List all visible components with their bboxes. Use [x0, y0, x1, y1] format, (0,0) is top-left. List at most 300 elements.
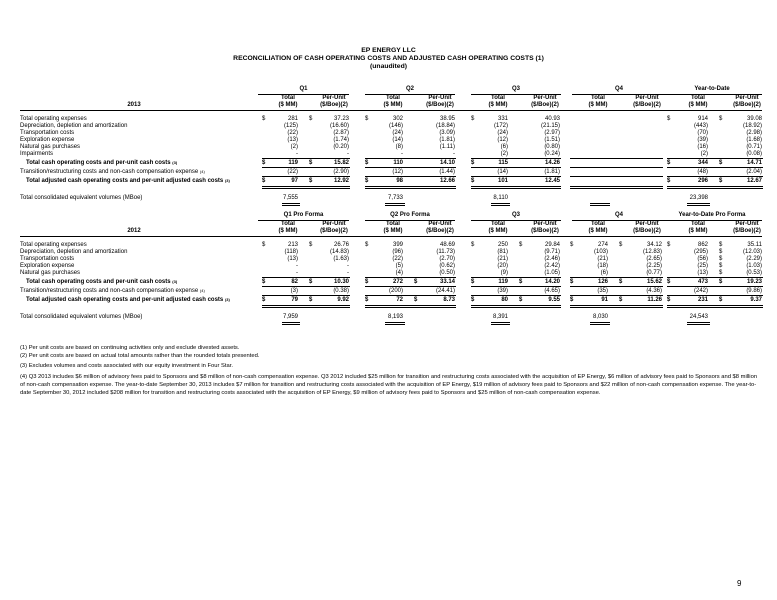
- period-header: Q1 Pro Forma: [283, 212, 324, 218]
- total-value: (24): [497, 130, 508, 136]
- total-value: (3): [290, 288, 298, 294]
- per-unit-value: (1.11): [439, 144, 455, 150]
- dollar-sign: $: [262, 160, 266, 166]
- per-unit-value: (2.25): [646, 263, 662, 269]
- total-double-rule: [570, 305, 663, 308]
- year-label: 2012: [127, 228, 141, 234]
- total-value: (2): [290, 144, 298, 150]
- total-value: 344: [697, 160, 708, 166]
- subtotal-rule: [570, 277, 663, 278]
- total-value: (125): [283, 123, 298, 129]
- total-value: (20): [497, 263, 508, 269]
- total-double-rule: [262, 305, 350, 308]
- total-value: 115: [498, 160, 508, 166]
- per-unit-value: (0.71): [746, 144, 762, 150]
- total-value: (6): [500, 144, 508, 150]
- col-total-unit: ($ MM): [488, 228, 508, 234]
- total-value: 126: [597, 279, 608, 285]
- total-double-rule: [365, 305, 456, 308]
- col-total-unit: ($ MM): [688, 102, 708, 108]
- footnote-ref: (3): [172, 160, 178, 165]
- total-value: (81): [497, 249, 508, 255]
- subtotal-rule: [570, 167, 663, 168]
- total-double-rule: [570, 186, 663, 189]
- row-label: Transition/restructuring costs and non-cash compensation expense $^{(4)}$: [20, 288, 205, 294]
- col-total-unit: ($ MM): [278, 102, 298, 108]
- per-unit-value: 35.11: [747, 242, 762, 248]
- dollar-sign: $: [667, 178, 671, 184]
- total-value: (295): [693, 249, 708, 255]
- period-header: Year-to-Date Pro Forma: [678, 212, 746, 218]
- col-perunit-unit: ($/Boe)(2): [320, 102, 348, 108]
- row-label: Total cash operating costs and per-unit cash costs $^{(3)}$: [26, 279, 178, 285]
- volume-double-rule: [282, 203, 300, 206]
- per-unit-value: (9.86): [746, 288, 762, 294]
- volume-double-rule: [491, 322, 510, 325]
- per-unit-value: (16.60): [329, 123, 349, 129]
- per-unit-value: 19.23: [746, 279, 762, 285]
- report-subtitle: (unaudited): [370, 63, 407, 70]
- header-rule: [20, 236, 762, 237]
- col-total-header: Total: [691, 95, 705, 101]
- col-perunit-header: Per-Unit: [533, 221, 557, 227]
- footnote: (1) Per unit costs are based on continuing activities only and exclude divested assets.: [20, 345, 240, 351]
- total-value: 213: [287, 242, 298, 248]
- total-value: (8): [395, 144, 403, 150]
- per-unit-value: (9.71): [544, 249, 560, 255]
- col-total-header: Total: [281, 95, 295, 101]
- per-unit-value: (2.70): [439, 256, 455, 262]
- col-perunit-header: Per-Unit: [635, 95, 659, 101]
- subtotal-rule: [262, 286, 350, 287]
- subtotal-rule: [667, 295, 763, 296]
- volume-value: 8,110: [493, 195, 508, 201]
- per-unit-value: 9.37: [750, 297, 762, 303]
- total-value: 914: [697, 116, 708, 122]
- subtotal-rule: [667, 176, 763, 177]
- row-label: Transition/restructuring costs and non-cash compensation expense $^{(4)}$: [20, 169, 205, 175]
- footnote: (4) Q3 2013 includes $6 million of advisory fees paid to Sponsors and $8 million of non-cash compensation expense. Q3 2012 included $25 million for transition and restructuring costs associated with the acquisition of EP Energy, $6 million of advisory fees paid to Sponsors and $8 million of non-cash compensation expense. The year-to-date September 30, 2013 includes $7 million for transition and restructuring costs associated with the acquisition of EP Energy, $19 million of advisory fees paid to Sponsors and $22 million of non-cash compensation expense. The year-to-date September 30, 2012 included $208 million for transition and restructuring costs associated with the acquisition of EP Energy, $9 million of advisory fees paid to Sponsors and $25 million of non-cash compensation expense.: [20, 374, 758, 396]
- dollar-sign: $: [719, 178, 723, 184]
- dollar-sign: $: [309, 297, 313, 303]
- per-unit-value: (1.44): [439, 169, 455, 175]
- total-value: (4): [395, 270, 403, 276]
- total-value: 231: [697, 297, 708, 303]
- col-total-unit: ($ MM): [588, 102, 608, 108]
- total-value: (2): [500, 151, 508, 157]
- row-label: Exploration expense: [20, 137, 75, 143]
- per-unit-value: -: [453, 151, 455, 157]
- dollar-sign: $: [719, 263, 723, 269]
- total-value: 97: [291, 178, 298, 184]
- total-value: 274: [597, 242, 608, 248]
- total-value: (18): [597, 263, 608, 269]
- dollar-sign: $: [471, 297, 475, 303]
- col-total-unit: ($ MM): [688, 228, 708, 234]
- per-unit-value: 8.73: [443, 297, 455, 303]
- row-label: Total cash operating costs and per-unit cash costs $^{(3)}$: [26, 160, 178, 166]
- dollar-sign: $: [619, 297, 623, 303]
- col-total-unit: ($ MM): [488, 102, 508, 108]
- col-perunit-unit: ($/Boe)(2): [426, 228, 454, 234]
- period-header: Q2 Pro Forma: [390, 212, 430, 218]
- total-value: 91: [601, 297, 608, 303]
- dollar-sign: $: [309, 242, 313, 248]
- col-total-header: Total: [591, 95, 605, 101]
- volume-value: 23,398: [689, 195, 708, 201]
- dollar-sign: $: [519, 279, 523, 285]
- volume-value: 8,391: [492, 314, 508, 320]
- col-total-header: Total: [281, 221, 295, 227]
- total-value: (21): [497, 256, 508, 262]
- per-unit-value: 48.69: [439, 242, 455, 248]
- subtotal-rule: [471, 286, 561, 287]
- dollar-sign: $: [667, 160, 671, 166]
- total-value: (21): [597, 256, 608, 262]
- subtotal-rule: [570, 286, 663, 287]
- total-value: 110: [393, 160, 403, 166]
- per-unit-value: 38.95: [439, 116, 455, 122]
- volume-value: 24,543: [689, 314, 708, 320]
- per-unit-value: 40.93: [544, 116, 560, 122]
- total-double-rule: [667, 186, 763, 189]
- total-value: (13): [697, 270, 708, 276]
- total-value: 98: [396, 178, 403, 184]
- total-value: (5): [395, 263, 403, 269]
- col-total-header: Total: [591, 221, 605, 227]
- total-value: (146): [388, 123, 403, 129]
- per-unit-value: 11.26: [647, 297, 662, 303]
- total-value: 79: [291, 297, 298, 303]
- total-value: 473: [697, 279, 708, 285]
- per-unit-value: (1.05): [544, 270, 560, 276]
- total-value: 331: [497, 116, 508, 122]
- col-perunit-unit: ($/Boe)(2): [426, 102, 454, 108]
- dollar-sign: $: [719, 160, 723, 166]
- per-unit-value: (0.08): [746, 151, 762, 157]
- per-unit-value: (0.77): [646, 270, 662, 276]
- per-unit-value: (2.65): [646, 256, 662, 262]
- per-unit-value: 9.92: [337, 297, 349, 303]
- per-unit-value: (24.41): [435, 288, 455, 294]
- subtotal-rule: [471, 277, 561, 278]
- per-unit-value: (1.81): [439, 137, 455, 143]
- total-value: (14): [392, 137, 403, 143]
- per-unit-value: (4.36): [646, 288, 662, 294]
- footnote: (3) Excludes volumes and costs associated with our equity investment in Four Star.: [20, 363, 233, 369]
- total-value: (22): [392, 256, 403, 262]
- dollar-sign: $: [309, 160, 313, 166]
- year-label: 2013: [127, 102, 141, 108]
- company-name: EP ENERGY LLC: [361, 47, 416, 54]
- footnote-ref: (3): [224, 297, 230, 302]
- total-value: (6): [600, 270, 608, 276]
- per-unit-value: (2.29): [746, 256, 762, 262]
- per-unit-value: 14.26: [544, 160, 560, 166]
- subtotal-rule: [570, 176, 663, 177]
- per-unit-value: (1.51): [544, 137, 560, 143]
- subtotal-rule: [365, 158, 456, 159]
- volume-value: 7,959: [282, 314, 298, 320]
- period-header: Q4: [614, 212, 623, 218]
- per-unit-value: 39.08: [746, 116, 762, 122]
- col-total-unit: ($ MM): [588, 228, 608, 234]
- total-value: (172): [493, 123, 508, 129]
- per-unit-value: (0.20): [333, 144, 349, 150]
- per-unit-value: (1.68): [746, 137, 762, 143]
- total-value: -: [401, 151, 403, 157]
- dollar-sign: $: [471, 160, 475, 166]
- row-label: Transportation costs: [20, 256, 75, 262]
- dollar-sign: $: [719, 270, 723, 276]
- volume-double-rule: [491, 203, 510, 206]
- row-label: Total adjusted cash operating costs and per-unit adjusted cash costs $^{(3)}$: [26, 297, 230, 303]
- subtotal-rule: [471, 158, 561, 159]
- total-value: (39): [497, 288, 508, 294]
- subtotal-rule: [667, 277, 763, 278]
- total-double-rule: [365, 186, 456, 189]
- dollar-sign: $: [719, 297, 723, 303]
- dollar-sign: $: [414, 279, 418, 285]
- dollar-sign: $: [719, 279, 723, 285]
- subtotal-rule: [262, 176, 350, 177]
- footnote: (2) Per unit costs are based on actual total amounts rather than the rounded totals presented.: [20, 353, 260, 359]
- per-unit-value: (14.83): [329, 249, 349, 255]
- per-unit-value: 15.62: [646, 279, 662, 285]
- per-unit-value: (11.73): [436, 249, 455, 255]
- volume-value: 7,555: [282, 195, 298, 201]
- per-unit-value: 12.45: [544, 178, 560, 184]
- per-unit-value: 9.55: [548, 297, 560, 303]
- row-label: Impairments: [20, 151, 54, 157]
- total-value: (35): [597, 288, 608, 294]
- dollar-sign: $: [414, 297, 418, 303]
- dollar-sign: $: [262, 116, 266, 122]
- col-perunit-unit: ($/Boe)(2): [733, 102, 761, 108]
- col-perunit-header: Per-Unit: [428, 95, 452, 101]
- subtotal-rule: [471, 176, 561, 177]
- per-unit-value: 14.10: [439, 160, 455, 166]
- row-label: Total consolidated equivalent volumes (MBoe): [20, 195, 143, 201]
- dollar-sign: $: [365, 279, 369, 285]
- dollar-sign: $: [519, 297, 523, 303]
- dollar-sign: $: [365, 242, 369, 248]
- total-value: 399: [392, 242, 403, 248]
- col-perunit-header: Per-Unit: [533, 95, 557, 101]
- col-total-unit: ($ MM): [383, 228, 403, 234]
- volume-double-rule: [687, 322, 710, 325]
- subtotal-rule: [570, 295, 663, 296]
- total-value: (103): [593, 249, 608, 255]
- per-unit-value: 12.92: [333, 178, 349, 184]
- row-label: Total operating expenses: [20, 242, 87, 248]
- report-title: RECONCILIATION OF CASH OPERATING COSTS AND ADJUSTED CASH OPERATING COSTS (1): [233, 55, 544, 62]
- total-value: 119: [288, 160, 298, 166]
- period-header: Q3: [511, 86, 520, 92]
- subtotal-rule: [667, 167, 763, 168]
- dollar-sign: $: [471, 242, 475, 248]
- row-label: Natural gas purchases: [20, 144, 81, 150]
- total-value: (24): [392, 130, 403, 136]
- dollar-sign: $: [570, 297, 574, 303]
- per-unit-value: (2.87): [333, 130, 349, 136]
- col-perunit-unit: ($/Boe)(2): [633, 228, 661, 234]
- per-unit-value: 29.84: [544, 242, 560, 248]
- per-unit-value: 37.23: [333, 116, 349, 122]
- per-unit-value: (18.92): [742, 123, 762, 129]
- col-perunit-unit: ($/Boe)(2): [531, 228, 559, 234]
- per-unit-value: -: [347, 263, 349, 269]
- per-unit-value: (12.83): [642, 249, 662, 255]
- dollar-sign: $: [667, 297, 671, 303]
- per-unit-value: (2.90): [333, 169, 349, 175]
- per-unit-value: 14.20: [544, 279, 560, 285]
- row-label: Depreciation, depletion and amortization: [20, 123, 128, 129]
- per-unit-value: (12.03): [742, 249, 762, 255]
- total-value: (70): [697, 130, 708, 136]
- dollar-sign: $: [471, 178, 475, 184]
- col-perunit-header: Per-Unit: [322, 221, 346, 227]
- per-unit-value: 14.71: [746, 160, 762, 166]
- subtotal-rule: [365, 277, 456, 278]
- dollar-sign: $: [309, 279, 313, 285]
- volume-double-rule: [385, 322, 405, 325]
- total-value: (12): [497, 137, 508, 143]
- volume-double-rule: [687, 203, 710, 206]
- dollar-sign: $: [471, 279, 475, 285]
- per-unit-value: (1.74): [333, 137, 349, 143]
- total-double-rule: [471, 186, 561, 189]
- per-unit-value: -: [347, 151, 349, 157]
- total-value: -: [296, 270, 298, 276]
- col-perunit-header: Per-Unit: [635, 221, 659, 227]
- col-perunit-unit: ($/Boe)(2): [633, 102, 661, 108]
- total-value: (13): [287, 137, 298, 143]
- total-value: -: [296, 151, 298, 157]
- dollar-sign: $: [667, 242, 671, 248]
- per-unit-value: 34.12: [646, 242, 662, 248]
- col-perunit-unit: ($/Boe)(2): [531, 102, 559, 108]
- row-label: Total consolidated equivalent volumes (MBoe): [20, 314, 143, 320]
- subtotal-rule: [667, 158, 763, 159]
- total-value: (96): [392, 249, 403, 255]
- per-unit-value: (3.09): [439, 130, 455, 136]
- dollar-sign: $: [619, 242, 623, 248]
- per-unit-value: (0.50): [439, 270, 455, 276]
- period-header: Q1: [299, 86, 308, 92]
- footnote-ref: (4): [199, 169, 205, 174]
- dollar-sign: $: [570, 279, 574, 285]
- dollar-sign: $: [719, 249, 723, 255]
- per-unit-value: (0.80): [544, 144, 560, 150]
- dollar-sign: $: [667, 116, 671, 122]
- volume-double-rule: [590, 203, 610, 206]
- total-value: (443): [693, 123, 708, 129]
- col-perunit-header: Per-Unit: [428, 221, 452, 227]
- col-total-header: Total: [491, 221, 505, 227]
- per-unit-value: (2.42): [544, 263, 560, 269]
- total-value: 272: [392, 279, 403, 285]
- footnote-ref: (3): [224, 178, 230, 183]
- volume-double-rule: [385, 203, 405, 206]
- subtotal-rule: [365, 295, 456, 296]
- col-perunit-unit: ($/Boe)(2): [733, 228, 761, 234]
- row-label: Total operating expenses: [20, 116, 87, 122]
- per-unit-value: (2.97): [544, 130, 560, 136]
- dollar-sign: $: [262, 297, 266, 303]
- page-number: 9: [737, 579, 742, 588]
- dollar-sign: $: [365, 178, 369, 184]
- per-unit-value: (2.98): [746, 130, 762, 136]
- total-double-rule: [667, 305, 763, 308]
- volume-value: 7,733: [387, 195, 403, 201]
- dollar-sign: $: [365, 297, 369, 303]
- total-value: 862: [697, 242, 708, 248]
- per-unit-value: 10.30: [333, 279, 349, 285]
- col-total-header: Total: [491, 95, 505, 101]
- col-total-unit: ($ MM): [383, 102, 403, 108]
- subtotal-rule: [262, 295, 350, 296]
- total-value: (9): [500, 270, 508, 276]
- total-value: (16): [697, 144, 708, 150]
- volume-double-rule: [282, 322, 300, 325]
- dollar-sign: $: [309, 178, 313, 184]
- per-unit-value: (4.65): [544, 288, 560, 294]
- total-value: (39): [697, 137, 708, 143]
- footnote-ref: (3): [172, 279, 178, 284]
- total-value: (48): [697, 169, 708, 175]
- total-value: (2): [700, 151, 708, 157]
- col-total-header: Total: [386, 221, 400, 227]
- period-header: Q4: [614, 86, 623, 92]
- per-unit-value: (2.46): [544, 256, 560, 262]
- col-perunit-header: Per-Unit: [735, 221, 759, 227]
- subtotal-rule: [365, 167, 456, 168]
- subtotal-rule: [262, 158, 350, 159]
- per-unit-value: 33.14: [439, 279, 455, 285]
- total-value: (242): [693, 288, 708, 294]
- dollar-sign: $: [719, 256, 723, 262]
- subtotal-rule: [262, 167, 350, 168]
- per-unit-value: (0.62): [439, 263, 455, 269]
- per-unit-value: -: [347, 270, 349, 276]
- subtotal-rule: [667, 286, 763, 287]
- subtotal-rule: [570, 158, 663, 159]
- total-value: (118): [284, 249, 298, 255]
- dollar-sign: $: [570, 242, 574, 248]
- subtotal-rule: [262, 277, 350, 278]
- subtotal-rule: [365, 286, 456, 287]
- per-unit-value: (0.24): [544, 151, 560, 157]
- col-perunit-header: Per-Unit: [735, 95, 759, 101]
- per-unit-value: (18.84): [435, 123, 455, 129]
- row-label: Transportation costs: [20, 130, 75, 136]
- volume-value: 8,030: [592, 314, 608, 320]
- total-value: (22): [287, 130, 298, 136]
- dollar-sign: $: [519, 242, 523, 248]
- per-unit-value: (2.04): [746, 169, 762, 175]
- footnote-ref: (4): [199, 288, 205, 293]
- dollar-sign: $: [365, 116, 369, 122]
- total-value: (56): [697, 256, 708, 262]
- dollar-sign: $: [309, 116, 313, 122]
- dollar-sign: $: [667, 279, 671, 285]
- total-value: (14): [497, 169, 508, 175]
- total-value: 250: [497, 242, 508, 248]
- dollar-sign: $: [262, 279, 266, 285]
- total-value: 72: [396, 297, 403, 303]
- dollar-sign: $: [262, 178, 266, 184]
